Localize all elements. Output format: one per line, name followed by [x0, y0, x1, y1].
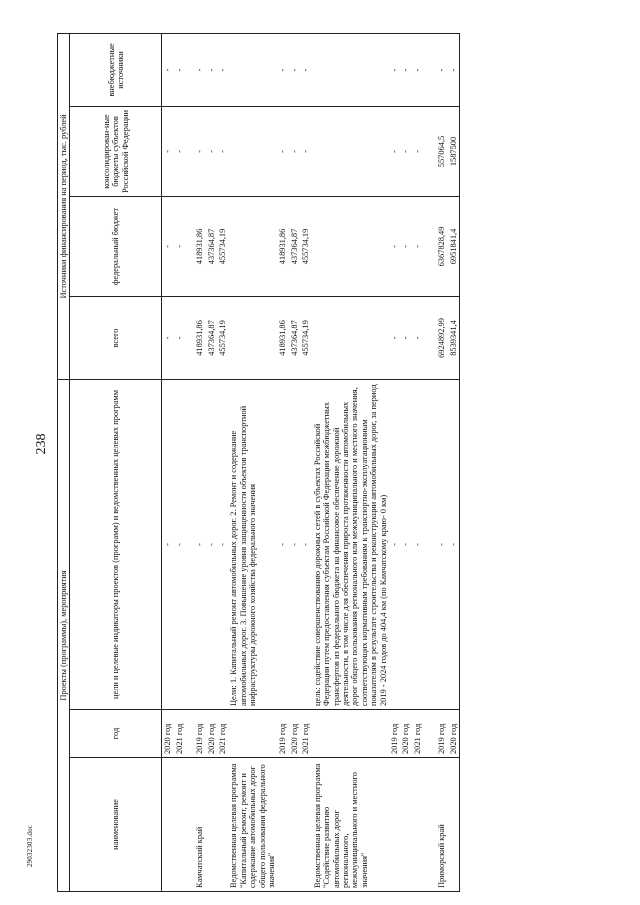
cell-goals: - — [289, 379, 300, 709]
cell-extra: - — [389, 33, 400, 106]
cell-goals: цель: содействие совершенствованию дорожных сетей в субъектах Российской Федерации путем предоставления субъектам Российской Федерации межбюджетных трансфертов из федерального бюджета на финансовое обеспечение дорожной деятельности, в том числе для обеспечения прироста протяженности автомобильных дорог общего пользования регионального или межмуниципального и местного значения, соответствующих нормативным требованиям к транспортно-эксплуатационным показателям в результате строительства и реконструкции автомобильных дорог, за период 2019 - 2024 годов до 404,4 км (по Камчатскому краю- 0 км) — [312, 379, 389, 709]
cell-regional: - — [389, 106, 400, 196]
cell-regional: - — [217, 106, 228, 196]
cell-goals: - — [448, 379, 460, 709]
header-name: наименование — [70, 758, 162, 892]
cell-federal: 6367828,49 — [423, 196, 447, 296]
cell-extra: - — [448, 33, 460, 106]
rotated-table-container — [57, 34, 632, 892]
page-number: 238 — [34, 433, 49, 455]
cell-goals: - — [400, 379, 411, 709]
cell-federal: - — [412, 196, 423, 296]
cell-total: 418931,86 — [277, 296, 288, 379]
cell-year: 2020 год — [448, 710, 460, 758]
cell-goals: - — [389, 379, 400, 709]
cell-year — [228, 710, 277, 758]
cell-extra: - — [217, 33, 228, 106]
cell-goals: - — [162, 379, 174, 709]
financing-table — [57, 33, 460, 892]
cell-goals: Цели: 1. Капитальный ремонт автомобильных дорог. 2. Ремонт и содержание автомобильных дорог. 3. Повышение уровня защищенности объектов транспортной инфраструктуры дорожного хозяйства федерального значения — [228, 379, 277, 709]
cell-name — [162, 758, 174, 892]
cell-goals: - — [185, 379, 205, 709]
cell-regional: - — [185, 106, 205, 196]
cell-year — [312, 710, 389, 758]
cell-regional: - — [174, 106, 185, 196]
cell-federal — [228, 196, 277, 296]
cell-name: Камчатский край — [185, 758, 205, 892]
cell-total: - — [412, 296, 423, 379]
cell-total: 418931,86 — [185, 296, 205, 379]
cell-year: 2019 год — [277, 710, 288, 758]
cell-total: - — [389, 296, 400, 379]
cell-name: Ведомственная целевая программа "Капитальный ремонт, ремонт и содержание автомобильных дорог общего пользования федерального значения" — [228, 758, 277, 892]
cell-name — [174, 758, 185, 892]
cell-extra — [312, 33, 389, 106]
cell-total: 437364,87 — [206, 296, 217, 379]
cell-name — [289, 758, 300, 892]
cell-name: Приморский край — [423, 758, 447, 892]
cell-federal: - — [174, 196, 185, 296]
cell-federal: 455734,19 — [217, 196, 228, 296]
cell-regional — [312, 106, 389, 196]
cell-extra: - — [174, 33, 185, 106]
cell-goals: - — [206, 379, 217, 709]
cell-extra: - — [162, 33, 174, 106]
cell-federal: 6951841,4 — [448, 196, 460, 296]
cell-year: 2020 год — [206, 710, 217, 758]
cell-extra: - — [277, 33, 288, 106]
cell-name — [389, 758, 400, 892]
cell-year: 2020 год — [289, 710, 300, 758]
cell-total: 455734,19 — [217, 296, 228, 379]
cell-name — [206, 758, 217, 892]
header-goals: цели и целевые индикаторы проектов (программ) и ведомственных целевых программ — [70, 379, 162, 709]
cell-federal: 437364,87 — [206, 196, 217, 296]
cell-goals: - — [300, 379, 311, 709]
table-header — [58, 33, 162, 891]
table-row — [174, 33, 185, 891]
cell-federal: 437364,87 — [289, 196, 300, 296]
cell-extra: - — [206, 33, 217, 106]
cell-extra: - — [185, 33, 205, 106]
cell-goals: - — [412, 379, 423, 709]
table-row — [389, 33, 400, 891]
table-row — [277, 33, 288, 891]
cell-regional — [228, 106, 277, 196]
table-row — [185, 33, 205, 891]
header-regional: консолидирован-ные бюджеты субъектов Российской Федерации — [70, 106, 162, 196]
cell-total — [312, 296, 389, 379]
cell-goals: - — [174, 379, 185, 709]
cell-name — [448, 758, 460, 892]
header-year: год — [70, 710, 162, 758]
cell-total: - — [162, 296, 174, 379]
cell-goals: - — [423, 379, 447, 709]
cell-federal — [312, 196, 389, 296]
cell-extra: - — [423, 33, 447, 106]
cell-regional: - — [289, 106, 300, 196]
cell-total: 6924892,99 — [423, 296, 447, 379]
cell-extra: - — [412, 33, 423, 106]
cell-name — [277, 758, 288, 892]
cell-name — [400, 758, 411, 892]
cell-regional: - — [206, 106, 217, 196]
cell-year: 2020 год — [400, 710, 411, 758]
cell-extra: - — [289, 33, 300, 106]
cell-year: 2019 год — [389, 710, 400, 758]
cell-regional: - — [277, 106, 288, 196]
header-federal: федеральный бюджет — [70, 196, 162, 296]
cell-total: - — [174, 296, 185, 379]
cell-federal: 455734,19 — [300, 196, 311, 296]
cell-total: 437364,87 — [289, 296, 300, 379]
cell-year: 2021 год — [300, 710, 311, 758]
cell-name — [300, 758, 311, 892]
cell-total — [228, 296, 277, 379]
header-financing: Источники финансирования на период, тыс. рублей — [58, 33, 70, 379]
cell-federal: - — [400, 196, 411, 296]
cell-goals: - — [277, 379, 288, 709]
header-extra: внебюджетные источники — [70, 33, 162, 106]
document-filename: 29032303.doc — [26, 824, 34, 868]
cell-name: Ведомственная целевая программа "Содействие развитию автомобильных дорог регионального, межмуниципального и местного значения" — [312, 758, 389, 892]
cell-extra: - — [400, 33, 411, 106]
cell-federal: 418931,86 — [277, 196, 288, 296]
cell-name — [217, 758, 228, 892]
table-row — [423, 33, 447, 891]
cell-year: 2019 год — [185, 710, 205, 758]
table-row — [412, 33, 423, 891]
cell-regional: - — [162, 106, 174, 196]
cell-year: 2021 год — [412, 710, 423, 758]
table-row — [312, 33, 389, 891]
table-row — [300, 33, 311, 891]
cell-federal: - — [162, 196, 174, 296]
table-row — [448, 33, 460, 891]
cell-year: 2021 год — [217, 710, 228, 758]
cell-total: 455734,19 — [300, 296, 311, 379]
table-row — [289, 33, 300, 891]
cell-total: - — [400, 296, 411, 379]
cell-federal: - — [389, 196, 400, 296]
cell-total: 8539341,4 — [448, 296, 460, 379]
cell-regional: - — [300, 106, 311, 196]
header-projects: Проекты (программы), мероприятия — [58, 379, 70, 891]
cell-regional: - — [400, 106, 411, 196]
cell-extra: - — [300, 33, 311, 106]
table-row — [400, 33, 411, 891]
cell-goals: - — [217, 379, 228, 709]
cell-year: 2021 год — [174, 710, 185, 758]
cell-name — [412, 758, 423, 892]
cell-regional: 557064,5 — [423, 106, 447, 196]
cell-regional: - — [412, 106, 423, 196]
cell-regional: 1587500 — [448, 106, 460, 196]
cell-extra — [228, 33, 277, 106]
table-row — [217, 33, 228, 891]
header-total: всего — [70, 296, 162, 379]
table-row — [162, 33, 174, 891]
cell-year: 2020 год — [162, 710, 174, 758]
cell-federal: 418931,86 — [185, 196, 205, 296]
table-row — [206, 33, 217, 891]
table-row — [228, 33, 277, 891]
cell-year: 2019 год — [423, 710, 447, 758]
